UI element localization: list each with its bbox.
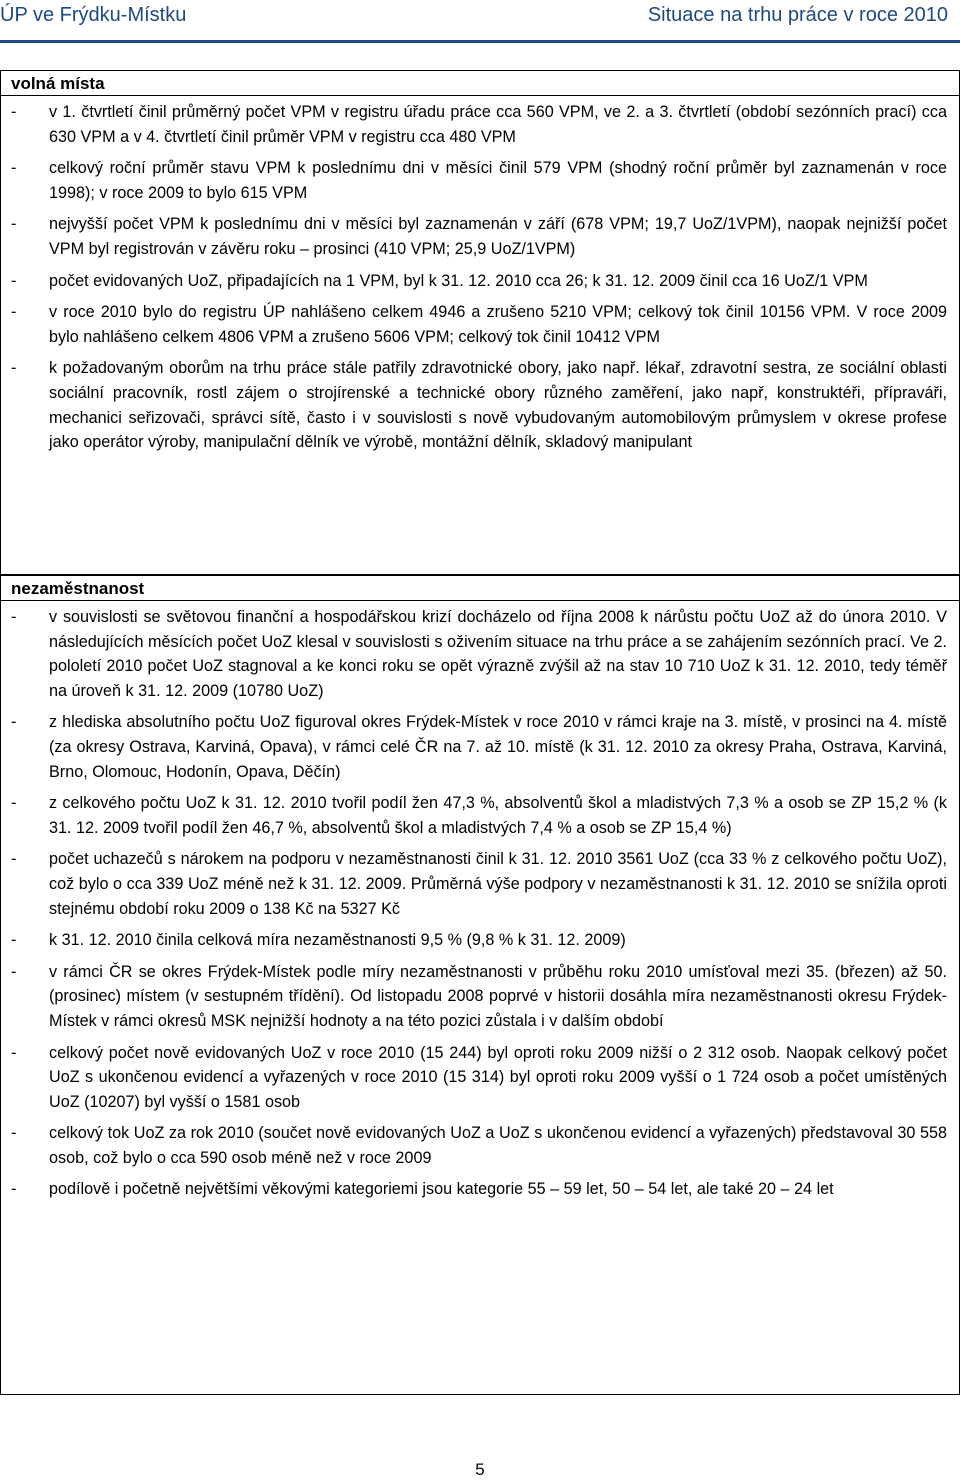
list-item [11,791,947,840]
list-item [11,1121,947,1170]
list-item [11,847,947,921]
list-item [11,605,947,703]
header-divider [0,40,960,43]
header-document-title: Situace na trhu práce v roce 2010 [647,4,948,26]
bullet-dash: - [11,713,17,732]
page-number: 5 [475,1460,485,1479]
section-vacancies [0,70,960,575]
section-unemployment [0,575,960,1395]
bullet-dash: - [11,303,17,322]
bullet-dash: - [11,159,17,178]
list-item-text: celkový roční průměr stavu VPM k poslednímu dni v měsíci činil 579 VPM (shodný roční průměr byl zaznamenán v roce 1998); v roce 2009 to bylo 615 VPM [49,159,947,202]
list-item-text: z hlediska absolutního počtu UoZ figuroval okres Frýdek-Místek v roce 2010 v rámci kraje na 3. místě, v prosinci na 4. místě (za okresy Ostrava, Karviná, Opava), v rámci celé ČR na 7. až 10. místě (k 31. 12. 2010 za okresy Praha, Ostrava, Karviná, Brno, Olomouc, Hodonín, Opava, Děčín) [49,713,947,781]
section-title: nezaměstnanost [11,579,145,598]
list-item-text: počet evidovaných UoZ, připadajících na 1 VPM, byl k 31. 12. 2010 cca 26; k 31. 12. 2009 činil cca 16 UoZ/1 VPM [49,271,868,290]
list-item [11,960,947,1034]
section-title: volná místa [11,74,105,93]
bullet-dash: - [11,215,17,234]
list-item [11,156,947,205]
list-item-text: z celkového počtu UoZ k 31. 12. 2010 tvořil podíl žen 47,3 %, absolventů škol a mladistvých 7,3 % a osob se ZP 15,2 % (k 31. 12. 2009 tvořil podíl žen 46,7 %, absolventů škol a mladistvých 7,4 % a osob se ZP 15,4 %) [49,794,947,837]
list-item [11,1177,947,1202]
list-item [11,100,947,149]
bullet-dash: - [11,103,17,121]
list-item-text: celkový tok UoZ za rok 2010 (součet nově evidovaných UoZ a UoZ s ukončenou evidencí a vyřazených) představoval 30 558 osob, což bylo o cca 590 osob méně než v roce 2009 [49,1124,947,1167]
list-item [11,269,947,294]
section-items [1,95,959,461]
list-item-text: k požadovaným oborům na trhu práce stále patřily zdravotnické obory, jako např. lékař, zdravotní sestra, ze sociální oblasti sociální pracovník, rostl zájem o strojírenské a technické obory různého zaměření, jako např, konstruktéři, přípraváři, mechanici seřizovači, správci sítě, často i v souvislosti s nově vybudovaným automobilovým průmyslem v okrese profese jako operátor výroby, manipulační dělník ve výrobě, montážní dělník, skladový manipulant [49,359,947,452]
list-item-text: v souvislosti se světovou finanční a hospodářskou krizí docházelo od října 2008 k nárůstu počtu UoZ až do února 2010. V následujících měsících počet UoZ klesal v souvislosti s oživením situace na trhu práce a se zahájením sezónních prací. Ve 2. pololetí 2010 počet UoZ stagnoval a ke konci roku se opět výrazně zvýšil až na stav 10 710 UoZ k 31. 12. 2010, tedy téměř na úroveň k 31. 12. 2009 (10780 UoZ) [49,608,947,700]
bullet-dash: - [11,1043,17,1062]
list-item [11,710,947,784]
list-item-text: v rámci ČR se okres Frýdek-Místek podle míry nezaměstnanosti v průběhu roku 2010 umísťoval mezi 35. (březen) až 50. (prosinec) místem (v sestupném třídění). Od listopadu 2008 poprvé v historii dosáhla míra nezaměstnanosti okresu Frýdek-Místek v rámci okresů MSK nejnižší hodnoty a na této pozici zůstala i v dalším období [49,962,947,1030]
list-item-text: celkový počet nově evidovaných UoZ v roce 2010 (15 244) byl oproti roku 2009 nižší o 2 312 osob. Naopak celkový počet UoZ s ukončenou evidencí a vyřazených v roce 2010 (15 314) byl oproti roku 2009 vyšší o 1 724 osob a počet umístěných UoZ (10207) byl vyšší o 1581 osob [49,1043,947,1111]
list-item-text: nejvyšší počet VPM k poslednímu dni v měsíci byl zaznamenán v září (678 VPM; 19,7 UoZ/1VPM), naopak nejnižší počet VPM byl registrován v závěru roku – prosinci (410 VPM; 25,9 UoZ/1VPM) [49,215,947,258]
section-items [1,600,959,1208]
list-item-text: podílově i početně největšími věkovými kategoriemi jsou kategorie 55 – 59 let, 50 – 54 let, ale také 20 – 24 let [49,1180,834,1199]
bullet-dash: - [11,608,17,626]
list-item-text: počet uchazečů s nárokem na podporu v nezaměstnanosti činil k 31. 12. 2010 3561 UoZ (cca 33 % z celkového počtu UoZ), což bylo o cca 339 UoZ méně než k 31. 12. 2009. Průměrná výše podpory v nezaměstnanosti k 31. 12. 2010 se snížila oproti stejnému období roku 2009 o 138 Kč na 5327 Kč [49,850,947,918]
list-item [11,212,947,261]
bullet-dash: - [11,850,17,869]
list-item [11,300,947,349]
header-office-name: ÚP ve Frýdku-Místku [0,4,187,26]
bullet-dash: - [11,931,17,950]
bullet-dash: - [11,359,17,378]
bullet-dash: - [11,794,17,813]
list-item-text: v roce 2010 bylo do registru ÚP nahlášeno celkem 4946 a zrušeno 5210 VPM; celkový tok činil 10156 VPM. V roce 2009 bylo nahlášeno celkem 4806 VPM a zrušeno 5606 VPM; celkový tok činil 10412 VPM [49,303,947,346]
bullet-dash: - [11,962,17,981]
list-item-text: v 1. čtvrtletí činil průměrný počet VPM v registru úřadu práce cca 560 VPM, ve 2. a 3. čtvrtletí (období sezónních prací) cca 630 VPM a v 4. čtvrtletí činil průměr VPM v registru cca 480 VPM [49,103,947,146]
list-item [11,928,947,953]
bullet-dash: - [11,1124,17,1143]
list-item [11,1041,947,1115]
bullet-dash: - [11,271,17,290]
list-item-text: k 31. 12. 2010 činila celková míra nezaměstnanosti 9,5 % (9,8 % k 31. 12. 2009) [49,931,626,950]
bullet-dash: - [11,1180,17,1199]
list-item [11,356,947,454]
page-header [0,0,960,44]
